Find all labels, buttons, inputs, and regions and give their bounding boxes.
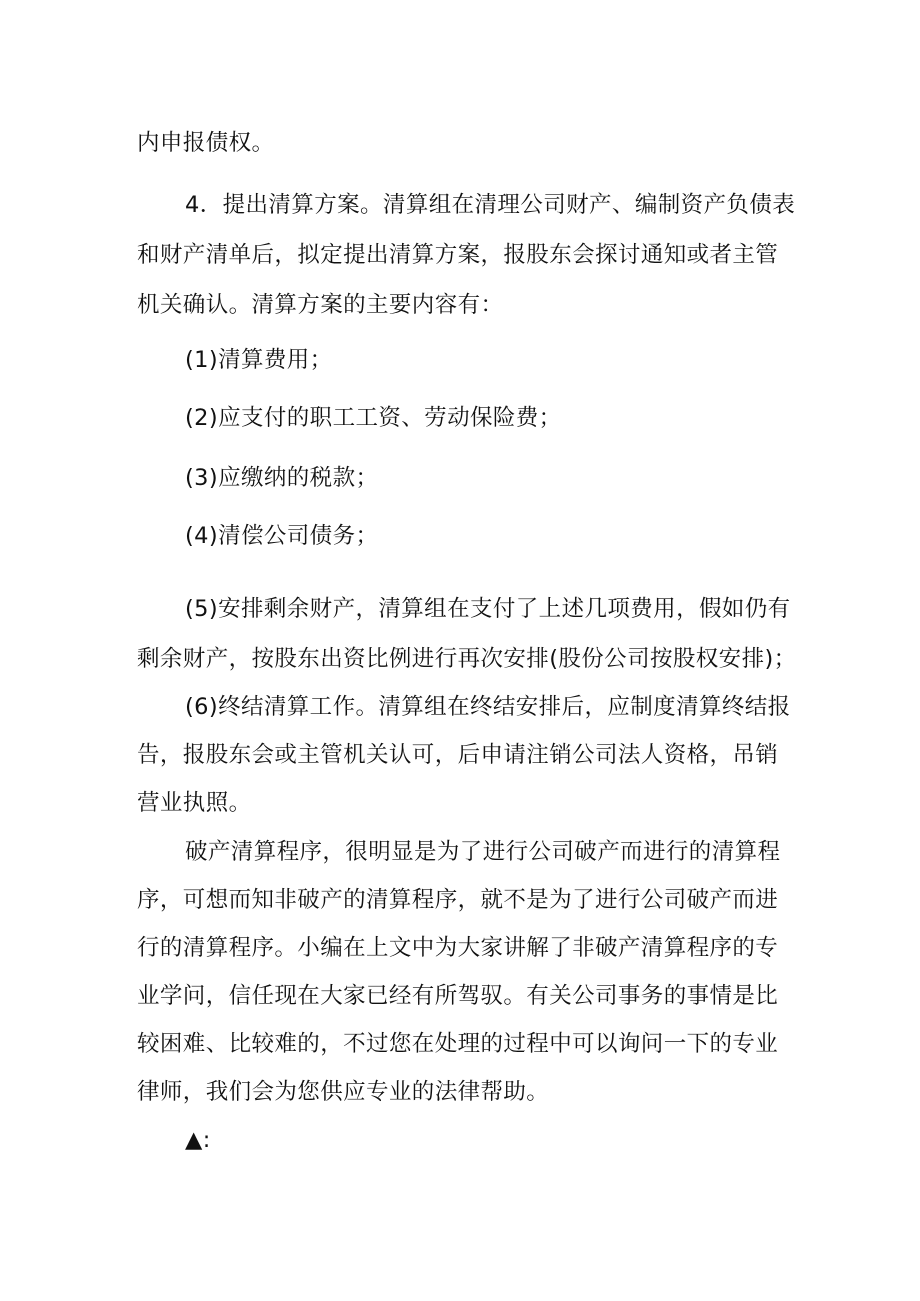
trailing-marker: ▲: bbox=[185, 1127, 211, 1153]
closing-paragraph-line-4: 业学问，信任现在大家已经有所驾驭。有关公司事务的事情是比 bbox=[137, 983, 779, 1009]
list-item-6-line-2: 告，报股东会或主管机关认可，后申请注销公司法人资格，吊销 bbox=[137, 742, 779, 768]
closing-paragraph-line-3: 行的清算程序。小编在上文中为大家讲解了非破产清算程序的专 bbox=[137, 935, 779, 961]
list-item-4: (4)清偿公司债务； bbox=[185, 523, 379, 549]
closing-paragraph-line-2: 序，可想而知非破产的清算程序，就不是为了进行公司破产而进 bbox=[137, 887, 779, 913]
paragraph-line-1: 内申报债权。 bbox=[137, 130, 275, 156]
closing-paragraph-line-5: 较困难、比较难的，不过您在处理的过程中可以询问一下的专业 bbox=[137, 1031, 779, 1057]
list-item-5-line-1: (5)安排剩余财产，清算组在支付了上述几项费用，假如仍有 bbox=[185, 596, 791, 622]
list-item-3: (3)应缴纳的税款； bbox=[185, 465, 379, 491]
closing-paragraph-line-1: 破产清算程序，很明显是为了进行公司破产而进行的清算程 bbox=[185, 839, 781, 865]
list-item-6-line-3: 营业执照。 bbox=[137, 790, 252, 816]
list-item-1: (1)清算费用； bbox=[185, 347, 333, 373]
paragraph-line-2: 4．提出清算方案。清算组在清理公司财产、编制资产负债表 bbox=[185, 192, 796, 218]
paragraph-line-4: 机关确认。清算方案的主要内容有： bbox=[137, 292, 504, 318]
closing-paragraph-line-6: 律师，我们会为您供应专业的法律帮助。 bbox=[137, 1079, 550, 1105]
list-item-5-line-2: 剩余财产，按股东出资比例进行再次安排(股份公司按股权安排)； bbox=[137, 646, 797, 672]
list-item-6-line-1: (6)终结清算工作。清算组在终结安排后，应制度清算终结报 bbox=[185, 694, 791, 720]
list-item-2: (2)应支付的职工工资、劳动保险费； bbox=[185, 405, 562, 431]
paragraph-line-3: 和财产清单后，拟定提出清算方案，报股东会探讨通知或者主管 bbox=[137, 242, 779, 268]
